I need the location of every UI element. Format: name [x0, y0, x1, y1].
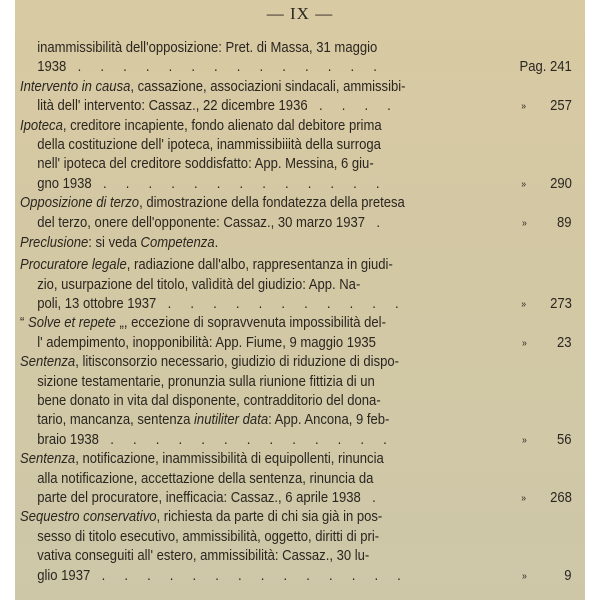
- page-number: 23: [557, 333, 572, 351]
- page-number: 89: [557, 213, 572, 231]
- page-reference: [522, 566, 572, 586]
- ditto-mark: »: [521, 178, 527, 190]
- page-number: 9: [564, 566, 572, 584]
- close-quote: „: [115, 314, 124, 332]
- index-entry: [20, 38, 572, 77]
- ditto-mark: »: [521, 101, 527, 113]
- entry-text-line: vativa conseguiti all' estero, ammissibilità: Cassaz., 30 lu-: [37, 547, 370, 565]
- page-header-roman-numeral: — IX —: [266, 4, 334, 23]
- entry-text-line: del terzo, onere dell'opponente: Cassaz., 30 marzo 1937 .: [37, 213, 388, 231]
- leader-dots: . . . . . . . . . . .: [156, 295, 407, 313]
- index-entry: [20, 116, 572, 194]
- page-reference: [522, 430, 572, 450]
- entry-heading: Sentenza: [20, 353, 76, 371]
- leader-dots: . . . . . . . . . . . . . .: [66, 58, 385, 76]
- entry-text-line: Procuratore legale, radiazione dall'albo, rappresentanza in giudi-: [20, 256, 393, 274]
- entry-text-line: Intervento in causa, cassazione, associazioni sindacali, ammissibi-: [20, 77, 406, 95]
- ditto-mark: »: [521, 299, 527, 311]
- page-label: Pag.: [519, 58, 547, 76]
- leader-dots: . . . . . . . . . . . . .: [98, 430, 395, 448]
- page-number: 257: [550, 97, 572, 115]
- page-number: 56: [557, 430, 572, 448]
- entry-heading: Intervento in causa: [20, 77, 131, 95]
- index-entry: [20, 233, 572, 252]
- entry-text-line: poli, 13 ottobre 1937 . . . . . . . . . . .: [37, 295, 407, 313]
- entry-text-line: Opposizione di terzo, dimostrazione della fondatezza della pretesa: [20, 194, 405, 212]
- leader-dots: .: [360, 488, 384, 506]
- page-number: 273: [550, 295, 572, 313]
- entry-heading: Sequestro conservativo: [20, 508, 157, 526]
- page-number: 268: [550, 489, 572, 506]
- leader-dots: . . . . . . . . . . . . . .: [90, 566, 409, 584]
- entry-text-line: Sentenza, litisconsorzio necessario, giudizio di riduzione di dispo-: [20, 353, 399, 371]
- index-entries: [20, 38, 572, 585]
- entry-text-line: sizione testamentarie, pronunzia sulla riunione fittizia di un: [37, 372, 375, 390]
- entry-text-line: della costituzione dell' ipoteca, inammissibiiità della surroga: [37, 135, 381, 153]
- leader-dots: . . . . . . . . . . . . .: [91, 174, 388, 192]
- page-number: 241: [550, 58, 572, 76]
- entry-text-line: tario, mancanza, sentenza inutiliter data: App. Ancona, 9 feb-: [37, 411, 390, 429]
- entry-heading: Sentenza: [20, 450, 76, 468]
- open-quote: “: [20, 314, 28, 332]
- cross-reference: Competenza: [140, 233, 215, 251]
- leader-dots: . . . .: [307, 97, 399, 115]
- entry-text-line: bene donato in vita dal disponente, contradditorio del dona-: [37, 392, 381, 410]
- page-reference: [520, 57, 572, 76]
- index-entry: [20, 352, 572, 449]
- entry-text-line: l' adempimento, inopponibilità: App. Fiume, 9 maggio 1935: [37, 333, 376, 351]
- page-reference: [521, 174, 572, 194]
- entry-text-line: “ Solve et repete „, eccezione di sopravvenuta impossibilità del-: [20, 314, 386, 332]
- entry-text-line: lità dell' intervento: Cassaz., 22 dicembre 1936 . . . .: [37, 97, 399, 115]
- entry-text-line: gno 1938 . . . . . . . . . . . . .: [37, 174, 388, 192]
- page-reference: [521, 488, 572, 508]
- index-entry: [20, 255, 572, 313]
- ditto-mark: »: [522, 337, 528, 349]
- entry-heading: Preclusione: [20, 233, 89, 251]
- entry-text-line: Preclusione: si veda Competenza.: [20, 233, 219, 251]
- entry-text-line: alla notificazione, accettazione della sentenza, rinuncia da: [37, 469, 374, 487]
- ditto-mark: »: [521, 493, 527, 504]
- entry-heading: Procuratore legale: [20, 256, 127, 274]
- index-entry: [20, 193, 572, 232]
- entry-text-line: sesso di titolo esecutivo, ammissibilità, oggetto, diritti di pri-: [37, 527, 380, 545]
- entry-heading: Opposizione di terzo: [20, 194, 140, 212]
- entry-text-line: 1938 . . . . . . . . . . . . . .: [37, 58, 385, 76]
- page-reference: [521, 96, 572, 116]
- entry-text-line: Ipoteca, creditore incapiente, fondo alienato dal debitore prima: [20, 116, 382, 134]
- entry-text-line: zio, usurpazione del titolo, valìdità del giudizio: App. Na-: [37, 275, 361, 293]
- index-entry: [20, 507, 572, 585]
- page-reference: [522, 333, 572, 353]
- ditto-mark: »: [522, 434, 528, 446]
- entry-text-line: parte del procuratore, inefficacia: Cassaz., 6 aprile 1938 .: [37, 488, 384, 506]
- entry-heading: Ipoteca: [20, 116, 63, 134]
- book-page: [15, 0, 585, 600]
- entry-text-line: Sequestro conservativo, richiesta da parte di chi sia già in pos-: [20, 508, 383, 526]
- index-entry: [20, 449, 572, 507]
- ditto-mark: »: [522, 217, 528, 229]
- page-reference: [521, 294, 572, 314]
- entry-text-line: nell' ipoteca del creditore soddisfatto: App. Messina, 6 giu-: [37, 155, 374, 173]
- index-entry: [20, 77, 572, 116]
- page-reference: [522, 213, 572, 233]
- index-entry: [20, 313, 572, 352]
- entry-text-line: glio 1937 . . . . . . . . . . . . . .: [37, 566, 409, 584]
- leader-dots: .: [364, 213, 388, 231]
- ditto-mark: »: [522, 570, 528, 582]
- entry-text-line: inammissibilità dell'opposizione: Pret. di Massa, 31 maggio: [37, 39, 378, 56]
- entry-text-line: Sentenza, notificazione, inammissibilità di equipollenti, rinuncia: [20, 450, 384, 468]
- page-number: 290: [550, 174, 572, 192]
- latin-phrase: inutiliter data: [194, 411, 269, 429]
- entry-text-line: braio 1938 . . . . . . . . . . . . .: [37, 430, 395, 448]
- entry-heading: Solve et repete: [27, 314, 116, 332]
